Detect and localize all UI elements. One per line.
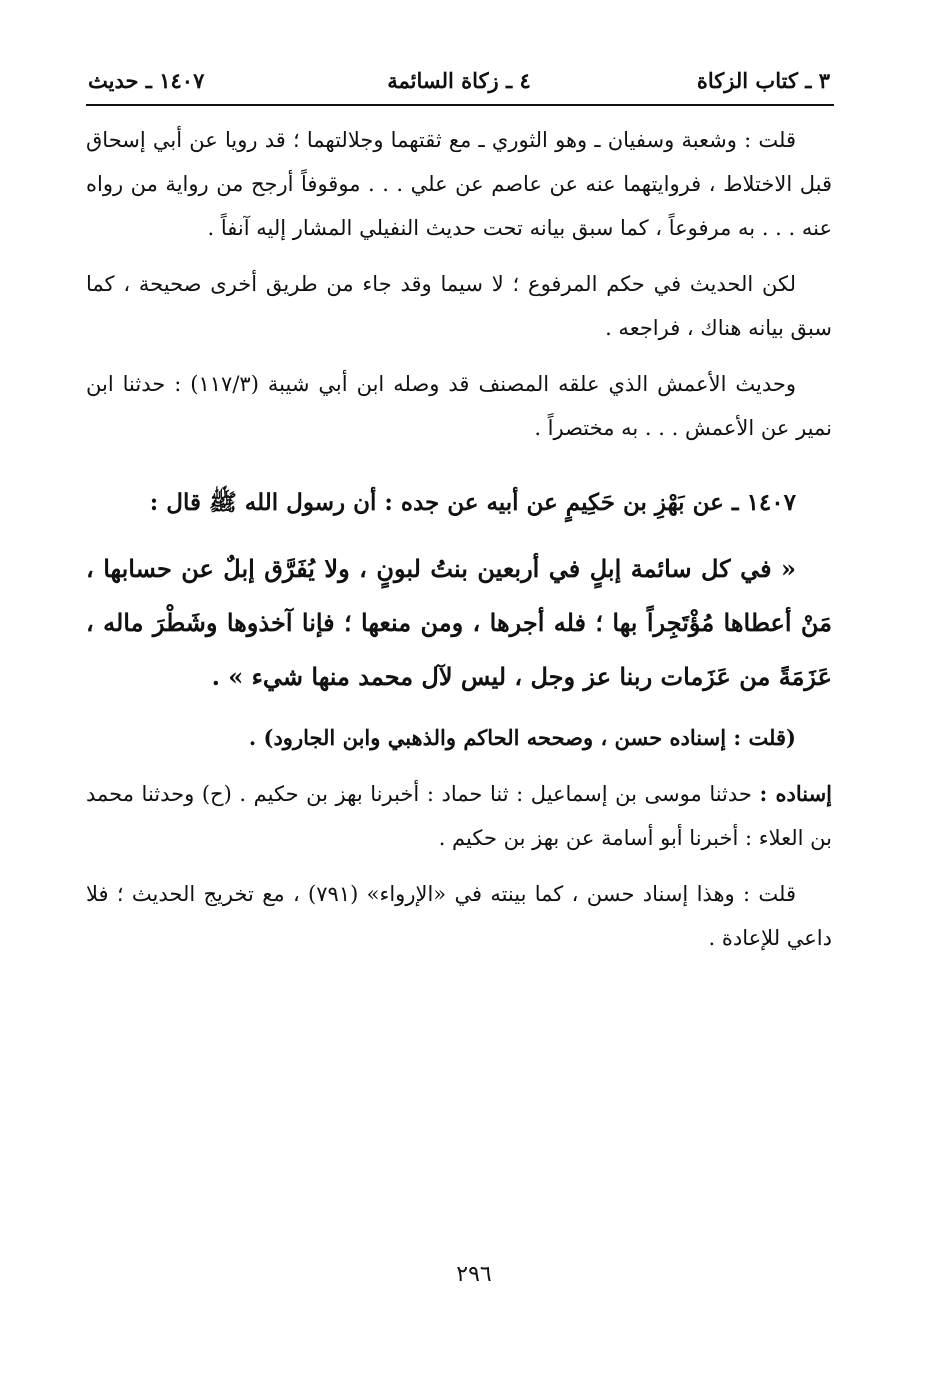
header-book-title: ٣ ـ كتاب الزكاة xyxy=(696,68,830,93)
page-body xyxy=(86,118,832,960)
isnad-paragraph xyxy=(86,772,832,860)
header-rule xyxy=(86,104,834,106)
isnad-text: حدثنا موسى بن إسماعيل : ثنا حماد : أخبرنا بهز بن حكيم . (ح) وحدثنا محمد بن العلاء : أخبرنا أبو أسامة عن بهز بن حكيم . xyxy=(86,782,832,850)
page-number: ٢٩٦ xyxy=(456,1262,492,1287)
hadith-heading: ١٤٠٧ ـ عن بَهْزِ بن حَكِيمٍ عن أبيه عن جده : أن رسول الله ﷺ قال : xyxy=(149,489,796,516)
commentary-paragraph-1: قلت : وشعبة وسفيان ـ وهو الثوري ـ مع ثقتهما وجلالتهما ؛ قد رويا عن أبي إسحاق قبل الاختلاط ، فروايتهما عنه عن عاصم عن علي . . . موقوفاً أرجح من رواية من رواه عنه . . . به مرفوعاً ، كما سبق بيانه تحت حديث النفيلي المشار إليه آنفاً . xyxy=(86,128,832,240)
header-chapter-title: ٤ ـ زكاة السائمة xyxy=(387,68,531,93)
final-note: قلت : وهذا إسناد حسن ، كما بينته في «الإرواء» (٧٩١) ، مع تخريج الحديث ؛ فلا داعي للإعادة . xyxy=(86,882,832,950)
running-header xyxy=(88,66,830,100)
commentary-paragraph-3: وحديث الأعمش الذي علقه المصنف قد وصله ابن أبي شيبة (١١٧/٣) : حدثنا ابن نمير عن الأعمش . . . به مختصراً . xyxy=(86,372,832,440)
hadith-text: « في كل سائمة إبلٍ في أربعين بنتُ لبونٍ ، ولا يُفَرَّق إبلٌ عن حسابها ، مَنْ أعطاها مُؤْتَجِراً بها ؛ فله أجرها ، ومن منعها ؛ فإنا آخذوها وشَطْرَ ماله ، عَزَمَةً من عَزَمات ربنا عز وجل ، ليس لآل محمد منها شيء » . xyxy=(86,554,832,691)
header-hadith-number: ١٤٠٧ ـ حديث xyxy=(88,68,205,93)
grade-note: (قلت : إسناده حسن ، وصححه الحاكم والذهبي وابن الجارود) . xyxy=(248,725,796,750)
commentary-paragraph-2: لكن الحديث في حكم المرفوع ؛ لا سيما وقد جاء من طريق أخرى صحيحة ، كما سبق بيانه هناك ، فراجعه . xyxy=(86,272,832,340)
isnad-label: إسناده : xyxy=(759,781,832,806)
